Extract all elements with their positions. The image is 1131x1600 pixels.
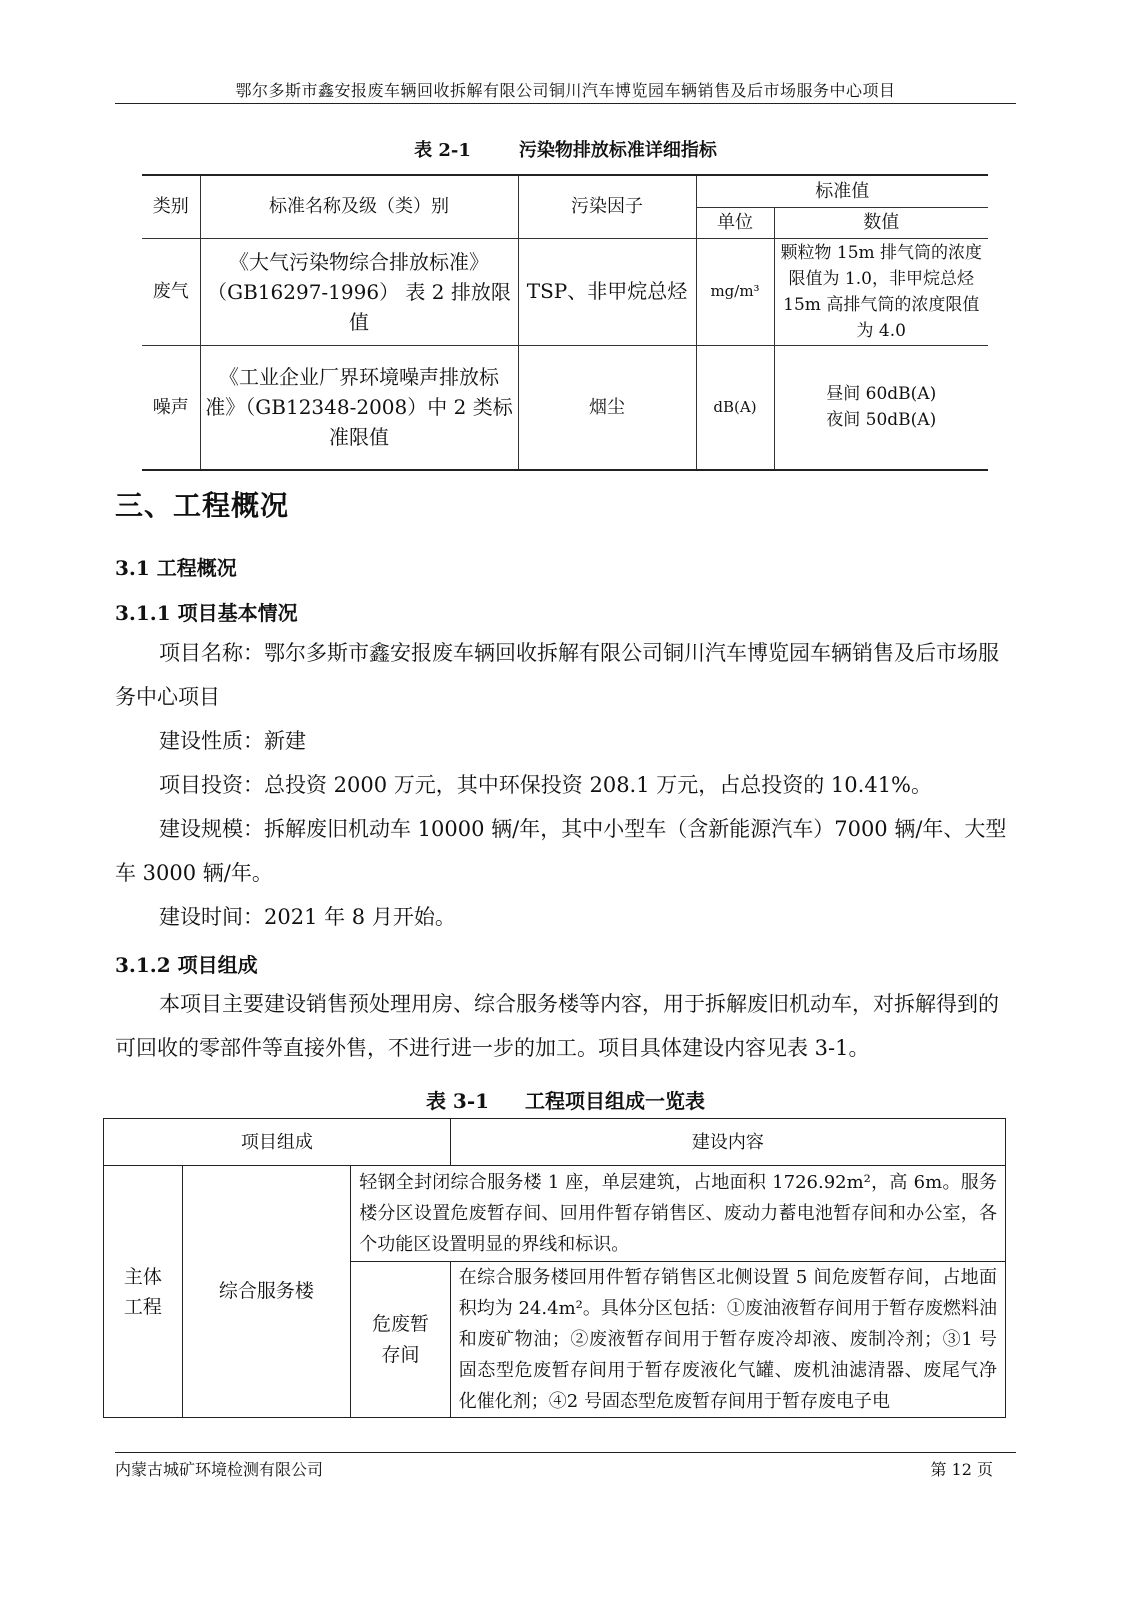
project-name-paragraph: 项目名称：鄂尔多斯市鑫安报废车辆回收拆解有限公司铜川汽车博览园车辆销售及后市场服务中心项目 xyxy=(115,641,999,709)
table21-caption xyxy=(0,136,1131,162)
table-row xyxy=(142,345,988,470)
th-category: 类别 xyxy=(142,175,200,238)
cell-value xyxy=(774,345,988,470)
composition-paragraph: 本项目主要建设销售预处理用房、综合服务楼等内容，用于拆解废旧机动车，对拆解得到的可回收的零部件等直接外售，不进行进一步的加工。项目具体建设内容见表 3-1。 xyxy=(115,992,999,1060)
cell-item-desc: 轻钢全封闭综合服务楼 1 座，单层建筑，占地面积 1726.92m²，高 6m。服务楼分区设置危废暂存间、回用件暂存销售区、废动力蓄电池暂存间和办公室，各个功能区设置明显的界线和标识。 xyxy=(351,1166,1006,1262)
cell-sub-desc: 在综合服务楼回用件暂存销售区北侧设置 5 间危废暂存间，占地面积均为 24.4m²。具体分区包括：①废油液暂存间用于暂存废燃料油和废矿物油；②废液暂存间用于暂存废冷却液、废制冷剂；③1 号固态型危废暂存间用于暂存废液化气罐、废机油滤清器、废尾气净化催化剂；④2 号固态型危废暂存间用于暂存废电子电 xyxy=(450,1262,1005,1418)
th-unit: 单位 xyxy=(696,207,774,238)
cell-group: 主体工程 xyxy=(104,1166,183,1418)
cell-item: 综合服务楼 xyxy=(182,1166,351,1418)
table21-caption-title: 污染物排放标准详细指标 xyxy=(518,140,717,161)
cell-category: 废气 xyxy=(142,238,200,345)
cell-unit: mg/m³ xyxy=(696,238,774,345)
project-composition-table xyxy=(103,1118,1006,1418)
footer-company: 内蒙古城矿环境检测有限公司 xyxy=(115,1460,324,1479)
table21-caption-number: 表 2-1 xyxy=(414,140,471,161)
standard-line: （GB16297-1996） 表 2 排放限值 xyxy=(207,279,511,334)
table-row xyxy=(104,1166,1006,1262)
th-project-composition: 项目组成 xyxy=(104,1119,451,1166)
table-row xyxy=(142,238,988,345)
subsection-3-1-1: 3.1.1 项目基本情况 xyxy=(115,601,298,625)
cell-factor: TSP、非甲烷总烃 xyxy=(518,238,696,345)
cell-category: 噪声 xyxy=(142,345,200,470)
page-number: 第 12 页 xyxy=(930,1460,993,1479)
table31-caption xyxy=(0,1085,1131,1114)
cell-sub-item: 危废暂存间 xyxy=(351,1262,451,1418)
cell-value: 颗粒物 15m 排气筒的浓度限值为 1.0，非甲烷总烃 15m 高排气筒的浓度限值为 4.0 xyxy=(774,238,988,345)
construction-scale: 建设规模：拆解废旧机动车 10000 辆/年，其中小型车（含新能源汽车）7000 辆/年、大型车 3000 辆/年。 xyxy=(115,817,1007,885)
subsection-3-1-2: 3.1.2 项目组成 xyxy=(115,953,258,977)
th-value: 数值 xyxy=(774,207,988,238)
construction-nature: 建设性质：新建 xyxy=(159,729,306,753)
cell-unit: dB(A) xyxy=(696,345,774,470)
footer-rule xyxy=(115,1452,1016,1453)
page-header: 鄂尔多斯市鑫安报废车辆回收拆解有限公司铜川汽车博览园车辆销售及后市场服务中心项目 xyxy=(235,81,896,100)
th-standard-value: 标准值 xyxy=(696,175,988,207)
subsection-3-1: 3.1 工程概况 xyxy=(115,556,237,580)
cell-standard: 《工业企业厂界环境噪声排放标准》（GB12348-2008）中 2 类标准限值 xyxy=(200,345,518,470)
standard-line: 《大气污染物综合排放标准》 xyxy=(229,249,489,274)
table31-caption-title: 工程项目组成一览表 xyxy=(525,1089,706,1113)
th-factor: 污染因子 xyxy=(518,175,696,238)
value-line: 夜间 50dB(A) xyxy=(826,410,937,431)
th-construction-content: 建设内容 xyxy=(450,1119,1005,1166)
header-rule xyxy=(115,103,1016,104)
section-title: 三、工程概况 xyxy=(115,489,290,522)
cell-standard xyxy=(200,238,518,345)
cell-factor: 烟尘 xyxy=(518,345,696,470)
value-line: 昼间 60dB(A) xyxy=(826,384,937,405)
pollutant-standard-table xyxy=(142,174,988,471)
table31-caption-number: 表 3-1 xyxy=(425,1089,490,1113)
construction-time: 建设时间：2021 年 8 月开始。 xyxy=(159,905,456,929)
th-standard: 标准名称及级（类）别 xyxy=(200,175,518,238)
project-investment: 项目投资：总投资 2000 万元，其中环保投资 208.1 万元，占总投资的 10.41%。 xyxy=(159,773,933,797)
